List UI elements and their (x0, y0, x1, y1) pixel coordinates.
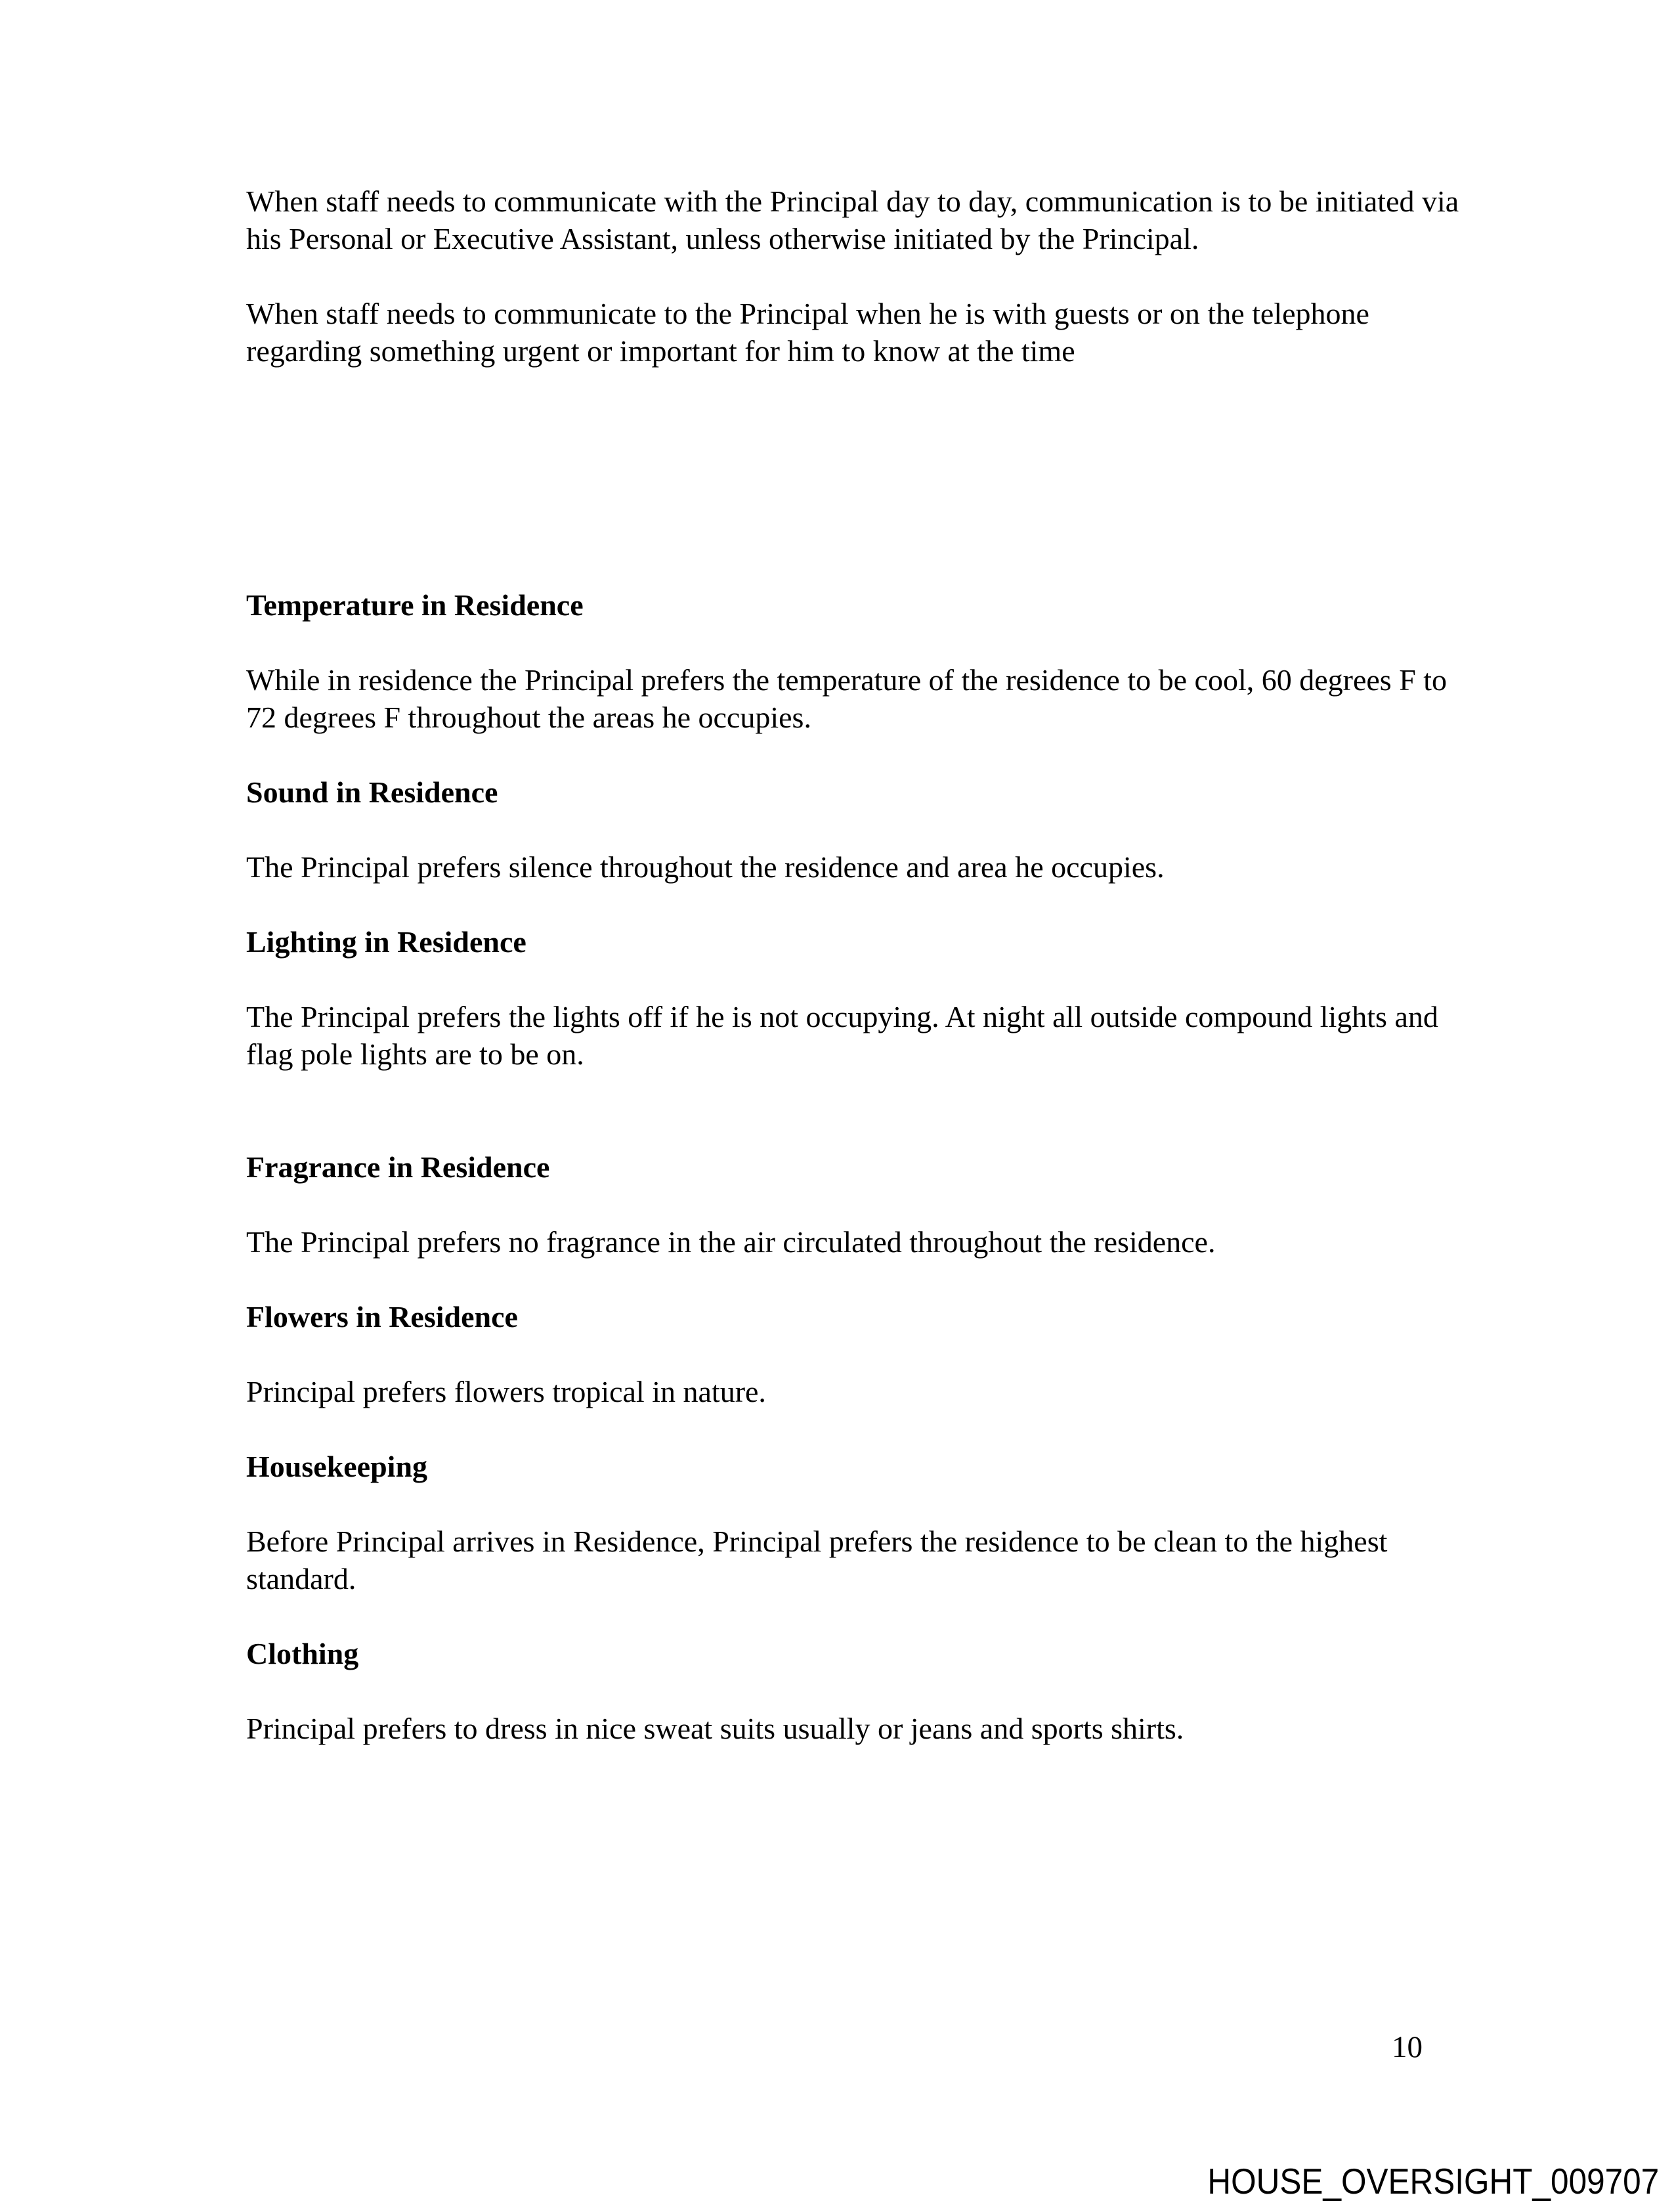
section-heading-fragrance: Fragrance in Residence (246, 1150, 550, 1184)
section-body-clothing: Principal prefers to dress in nice sweat suits usually or jeans and sports shirts. (246, 1712, 1184, 1745)
section-heading-sound: Sound in Residence (246, 775, 498, 809)
intro-paragraph-communication-guests: When staff needs to communicate to the Principal when he is with guests or on the telephone regarding something urgent or important for him to know at the time (246, 297, 1369, 368)
section-heading-housekeeping: Housekeeping (246, 1450, 428, 1483)
bates-stamp: HOUSE_OVERSIGHT_009707 (1207, 2161, 1659, 2201)
page-number: 10 (1392, 2030, 1423, 2064)
intro-paragraph-communication-daily: When staff needs to communicate with the Principal day to day, communication is to be initiated via his Personal or Executive Assistant, unless otherwise initiated by the Principal. (246, 184, 1459, 255)
section-heading-temperature: Temperature in Residence (246, 588, 584, 622)
document-body (246, 183, 1474, 1747)
section-heading-flowers: Flowers in Residence (246, 1300, 518, 1334)
section-body-fragrance: The Principal prefers no fragrance in the air circulated throughout the residence. (246, 1225, 1216, 1259)
section-heading-clothing: Clothing (246, 1637, 359, 1670)
section-body-lighting: The Principal prefers the lights off if he is not occupying. At night all outside compound lights and flag pole lights are to be on. (246, 1000, 1438, 1071)
section-body-temperature: While in residence the Principal prefers the temperature of the residence to be cool, 60 degrees F to 72 degrees F throughout the areas he occupies. (246, 663, 1448, 734)
section-body-sound: The Principal prefers silence throughout the residence and area he occupies. (246, 850, 1165, 884)
section-heading-lighting: Lighting in Residence (246, 925, 526, 959)
section-body-flowers: Principal prefers flowers tropical in nature. (246, 1375, 766, 1408)
section-body-housekeeping: Before Principal arrives in Residence, Principal prefers the residence to be clean to the highest standard. (246, 1525, 1388, 1595)
